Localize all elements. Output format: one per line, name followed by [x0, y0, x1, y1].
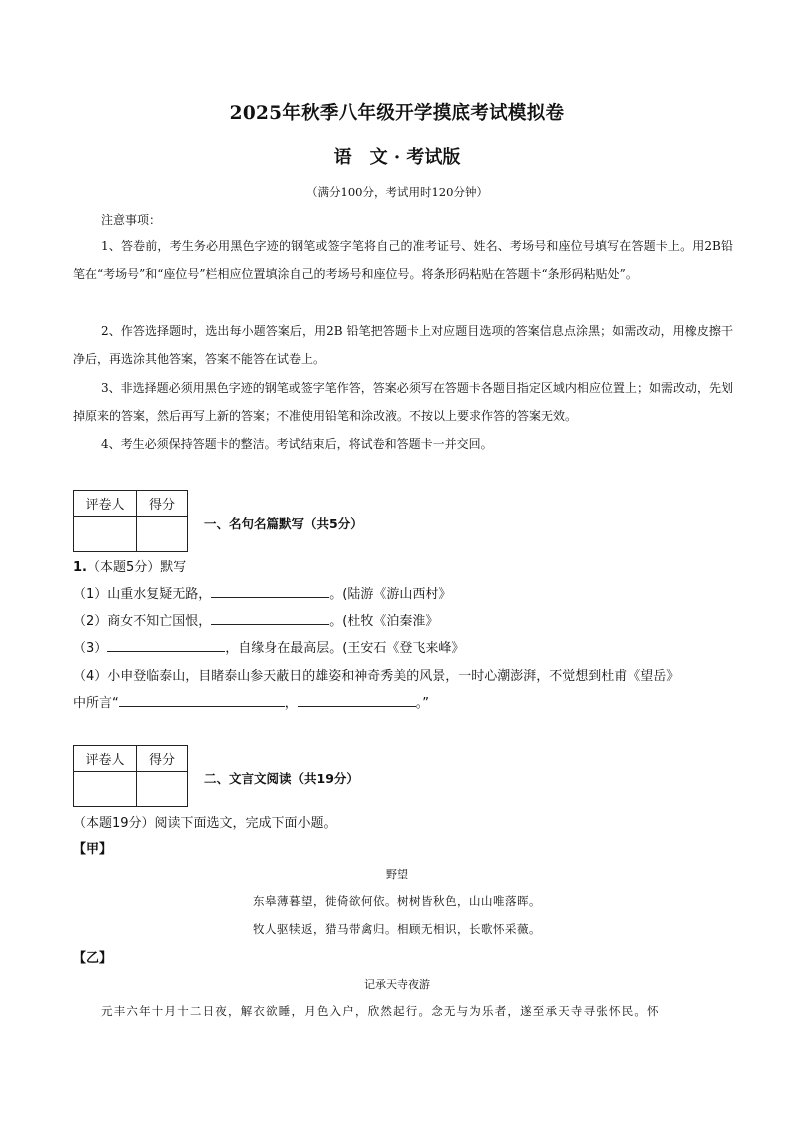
- grader-label: 评卷人: [74, 491, 137, 517]
- grader-label: 评卷人: [74, 746, 137, 772]
- notice-item-3: 3、非选择题必须用黑色字迹的钢笔或签字笔作答，答案必须写在答题卡各题目指定区域内相应位置上；如需改动，先划掉原来的答案，然后再写上新的答案；不准使用铅笔和涂改液。不按以上要求作答的答案无效。: [73, 381, 733, 423]
- item-3-prefix: （3）: [73, 641, 108, 656]
- item-1-source: 。(陆游《游山西村》: [329, 587, 452, 602]
- subtitle-version: 文 · 考试版: [369, 147, 461, 168]
- score-label: 得分: [137, 746, 188, 772]
- notice-heading: 注意事项：: [101, 213, 162, 227]
- prose-title: 记承天寺夜游: [364, 978, 430, 991]
- question-2-intro: （本题19分）阅读下面选文，完成下面小题。: [73, 816, 337, 831]
- answer-blank-4b[interactable]: [298, 693, 416, 707]
- score-cell[interactable]: [137, 517, 188, 552]
- notice-item-4: 4、考生必须保持答题卡的整洁。考试结束后，将试卷和答题卡一并交回。: [101, 437, 493, 451]
- score-label: 得分: [137, 491, 188, 517]
- grader-cell[interactable]: [74, 772, 137, 807]
- item-1-prefix: （1）山重水复疑无路，: [73, 587, 212, 602]
- score-note: （满分100分，考试用时120分钟）: [306, 185, 488, 199]
- passage-label-yi: 【乙】: [73, 951, 113, 966]
- section-1-heading: 一、名句名篇默写（共5分）: [204, 516, 363, 531]
- passage-label-jia: 【甲】: [73, 842, 113, 857]
- poem-title: 野望: [386, 868, 408, 881]
- answer-blank-4a[interactable]: [119, 693, 285, 707]
- poem-line-1: 东皋薄暮望，徙倚欲何依。树树皆秋色，山山唯落晖。: [253, 894, 541, 908]
- dictation-item-2: [73, 610, 438, 629]
- answer-blank-2[interactable]: [211, 611, 329, 625]
- dictation-item-4-line-1: （4）小申登临泰山，目睹泰山参天蔽日的雄姿和神奇秀美的风景，一时心潮澎湃，不觉想到杜甫《望岳》: [73, 669, 680, 684]
- dictation-item-1: [73, 583, 451, 602]
- dictation-item-3: [73, 637, 464, 656]
- score-cell[interactable]: [137, 772, 188, 807]
- prose-line-1: 元丰六年十月十二日夜，解衣欲睡，月色入户，欣然起行。念无与为乐者，遂至承天寺寻张怀民。怀: [101, 1004, 660, 1018]
- subtitle-subject: 语: [333, 147, 352, 168]
- question-number: 1.: [73, 560, 87, 575]
- item-2-source: 。(杜牧《泊秦淮》: [329, 614, 439, 629]
- item-4-suffix: 。”: [415, 696, 430, 711]
- question-instruction: 默写: [160, 560, 187, 575]
- answer-blank-3[interactable]: [107, 638, 225, 652]
- item-4-comma: ，: [284, 696, 298, 711]
- grader-box-section-1: [73, 490, 188, 552]
- exam-title: 2025年秋季八年级开学摸底考试模拟卷: [229, 103, 565, 124]
- section-2-heading: 二、文言文阅读（共19分）: [204, 771, 359, 786]
- dictation-item-4-line-2: [73, 692, 429, 711]
- notice-item-1: 1、答卷前，考生务必用黑色字迹的钢笔或签字笔将自己的准考证号、姓名、考场号和座位号填写在答题卡上。用2B铅笔在“考场号”和“座位号”栏相应位置填涂自己的考场号和座位号。将条形码粘贴在答题卡“条形码粘贴处”。: [73, 239, 733, 281]
- question-points: （本题5分）: [86, 560, 161, 575]
- item-3-source: ，自缘身在最高层。(王安石《登飞来峰》: [225, 641, 465, 656]
- poem-line-2: 牧人驱犊返，猎马带禽归。相顾无相识，长歌怀采薇。: [253, 922, 541, 936]
- exam-subtitle: [0, 143, 794, 169]
- notice-item-2: 2、作答选择题时，选出每小题答案后，用2B 铅笔把答题卡上对应题目选项的答案信息点涂黑；如需改动，用橡皮擦干净后，再选涂其他答案，答案不能答在试卷上。: [73, 324, 733, 366]
- answer-blank-1[interactable]: [211, 584, 329, 598]
- grader-cell[interactable]: [74, 517, 137, 552]
- question-1-prompt: [73, 556, 186, 575]
- item-2-prefix: （2）商女不知亡国恨，: [73, 614, 212, 629]
- grader-box-section-2: [73, 745, 188, 807]
- item-4-prefix: 中所言“: [73, 696, 119, 711]
